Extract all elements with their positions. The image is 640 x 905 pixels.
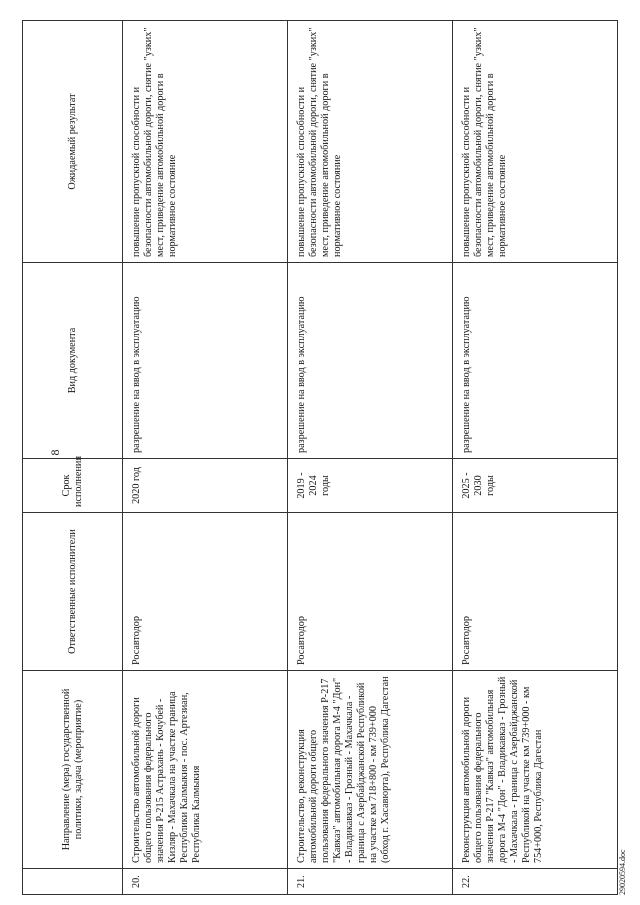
row-doc-type: разрешение на ввод в эксплуатацию: [288, 263, 453, 459]
row-result: повышение пропускной способности и безопасности автомобильной дороги, снятие "узких" мест, приведение автомобильной дороги в нормативное состояние: [123, 21, 288, 263]
row-number: 22.: [453, 869, 618, 895]
row-doc-type: разрешение на ввод в эксплуатацию: [453, 263, 618, 459]
table-row: [288, 21, 453, 895]
page-number: 8: [48, 449, 62, 456]
header-responsible: Ответственные исполнители: [23, 513, 123, 671]
header-num: [23, 869, 123, 895]
row-result: повышение пропускной способности и безопасности автомобильной дороги, снятие "узких" мест, приведение автомобильной дороги в нормативное состояние: [288, 21, 453, 263]
row-direction: Строительство автомобильной дороги общего пользования федерального значения Р-215 Астрахань - Кочубей - Кизляр - Махачкала на участке граница Республики Калмыкия - пос. Артезиан, Республика Калмыкия: [123, 671, 288, 869]
row-responsible: Росавтодор: [453, 513, 618, 671]
header-doc-type: Вид документа: [23, 263, 123, 459]
header-result: Ожидаемый результат: [23, 21, 123, 263]
row-term: 2019 - 2024 годы: [288, 459, 453, 513]
row-number: 21.: [288, 869, 453, 895]
header-direction: Направление (мера) государственной политики, задача (мероприятие): [23, 671, 123, 869]
row-doc-type: разрешение на ввод в эксплуатацию: [123, 263, 288, 459]
table-row: [123, 21, 288, 895]
header-term: Срок исполнения: [23, 459, 123, 513]
header-row: [23, 21, 123, 895]
row-term: 2025 - 2030 годы: [453, 459, 618, 513]
row-direction: Строительство, реконструкция автомобильной дороги общего пользования федерального значения Р-217 "Кавказ" автомобильная дорога М-4 "Дон" - Владикавказ - Грозный - Махачкала - граница с Азербайджанской Республикой на участке км 718+800 - км 739+000 (обход г. Хасавюрта), Республика Дагестан: [288, 671, 453, 869]
row-direction: Реконструкция автомобильной дороги общего пользования федерального значения Р-217 "Кавказ" автомобильная дорога М-4 "Дон" - Владикавказ - Грозный - Махачкала - граница с Азербайджанской Республикой на участке км 739+000 - км 754+000, Республика Дагестан: [453, 671, 618, 869]
table-row: [453, 21, 618, 895]
row-number: 20.: [123, 869, 288, 895]
row-responsible: Росавтодор: [123, 513, 288, 671]
row-result: повышение пропускной способности и безопасности автомобильной дороги, снятие "узких" мест, приведение автомобильной дороги в нормативное состояние: [453, 21, 618, 263]
footer-file-code: 29020594.doc: [618, 849, 627, 895]
row-responsible: Росавтодор: [288, 513, 453, 671]
row-term: 2020 год: [123, 459, 288, 513]
plan-table: [22, 20, 618, 895]
